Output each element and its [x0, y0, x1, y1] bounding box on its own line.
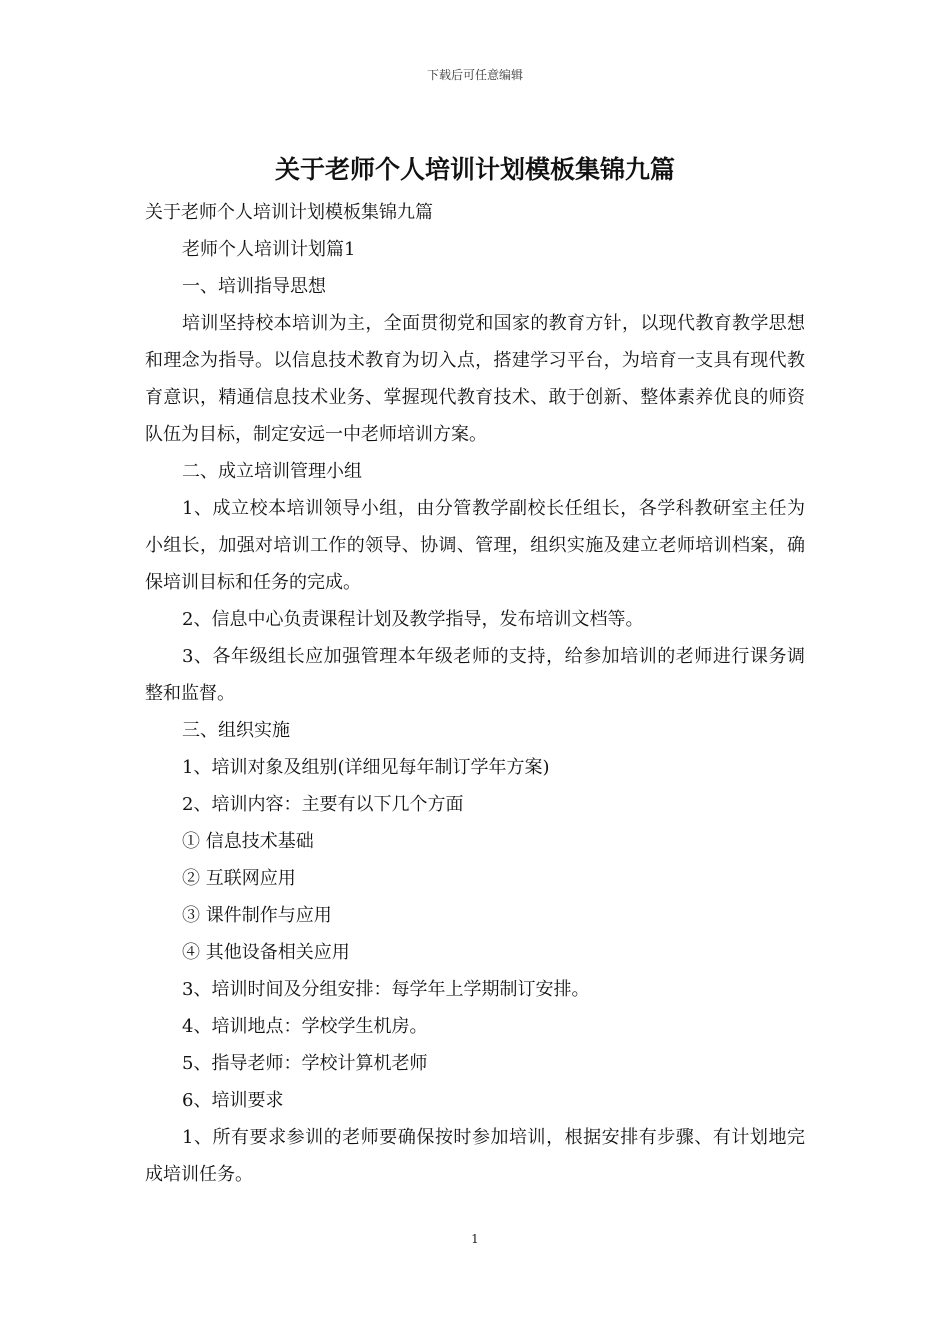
body-paragraph: 一、培训指导思想	[182, 276, 326, 297]
page-number: 1	[471, 1232, 479, 1246]
body-paragraph: 关于老师个人培训计划模板集锦九篇	[145, 202, 433, 223]
body-paragraph: 老师个人培训计划篇1	[182, 239, 356, 260]
body-paragraph: ① 信息技术基础	[182, 831, 314, 852]
body-paragraph: ④ 其他设备相关应用	[182, 942, 350, 963]
body-paragraph: 1、所有要求参训的老师要确保按时参加培训，根据安排有步骤、有计划地完成培训任务。	[145, 1127, 805, 1185]
body-paragraph: ③ 课件制作与应用	[182, 905, 332, 926]
body-paragraph: 二、成立培训管理小组	[182, 461, 362, 482]
body-paragraph: 2、信息中心负责课程计划及教学指导，发布培训文档等。	[182, 609, 644, 630]
body-paragraph: 3、各年级组长应加强管理本年级老师的支持，给参加培训的老师进行课务调整和监督。	[145, 646, 805, 704]
document-body	[145, 194, 805, 1193]
body-paragraph: 5、指导老师：学校计算机老师	[182, 1053, 428, 1074]
page-header-note: 下载后可任意编辑	[426, 68, 523, 82]
body-paragraph: 4、培训地点：学校学生机房。	[182, 1016, 428, 1037]
document-title: 关于老师个人培训计划模板集锦九篇	[274, 155, 675, 184]
body-paragraph: 2、培训内容：主要有以下几个方面	[182, 794, 464, 815]
body-paragraph: 培训坚持校本培训为主，全面贯彻党和国家的教育方针，以现代教育教学思想和理念为指导。以信息技术教育为切入点，搭建学习平台，为培育一支具有现代教育意识，精通信息技术业务、掌握现代教育技术、敢于创新、整体素养优良的师资队伍为目标，制定安远一中老师培训方案。	[145, 313, 805, 445]
body-paragraph: 1、培训对象及组别(详细见每年制订学年方案)	[182, 757, 550, 778]
body-paragraph: 三、组织实施	[182, 720, 290, 741]
body-paragraph: ② 互联网应用	[182, 868, 296, 889]
body-paragraph: 1、成立校本培训领导小组，由分管教学副校长任组长，各学科教研室主任为小组长，加强对培训工作的领导、协调、管理，组织实施及建立老师培训档案，确保培训目标和任务的完成。	[145, 498, 805, 593]
body-paragraph: 3、培训时间及分组安排：每学年上学期制订安排。	[182, 979, 590, 1000]
body-paragraph: 6、培训要求	[182, 1090, 284, 1111]
